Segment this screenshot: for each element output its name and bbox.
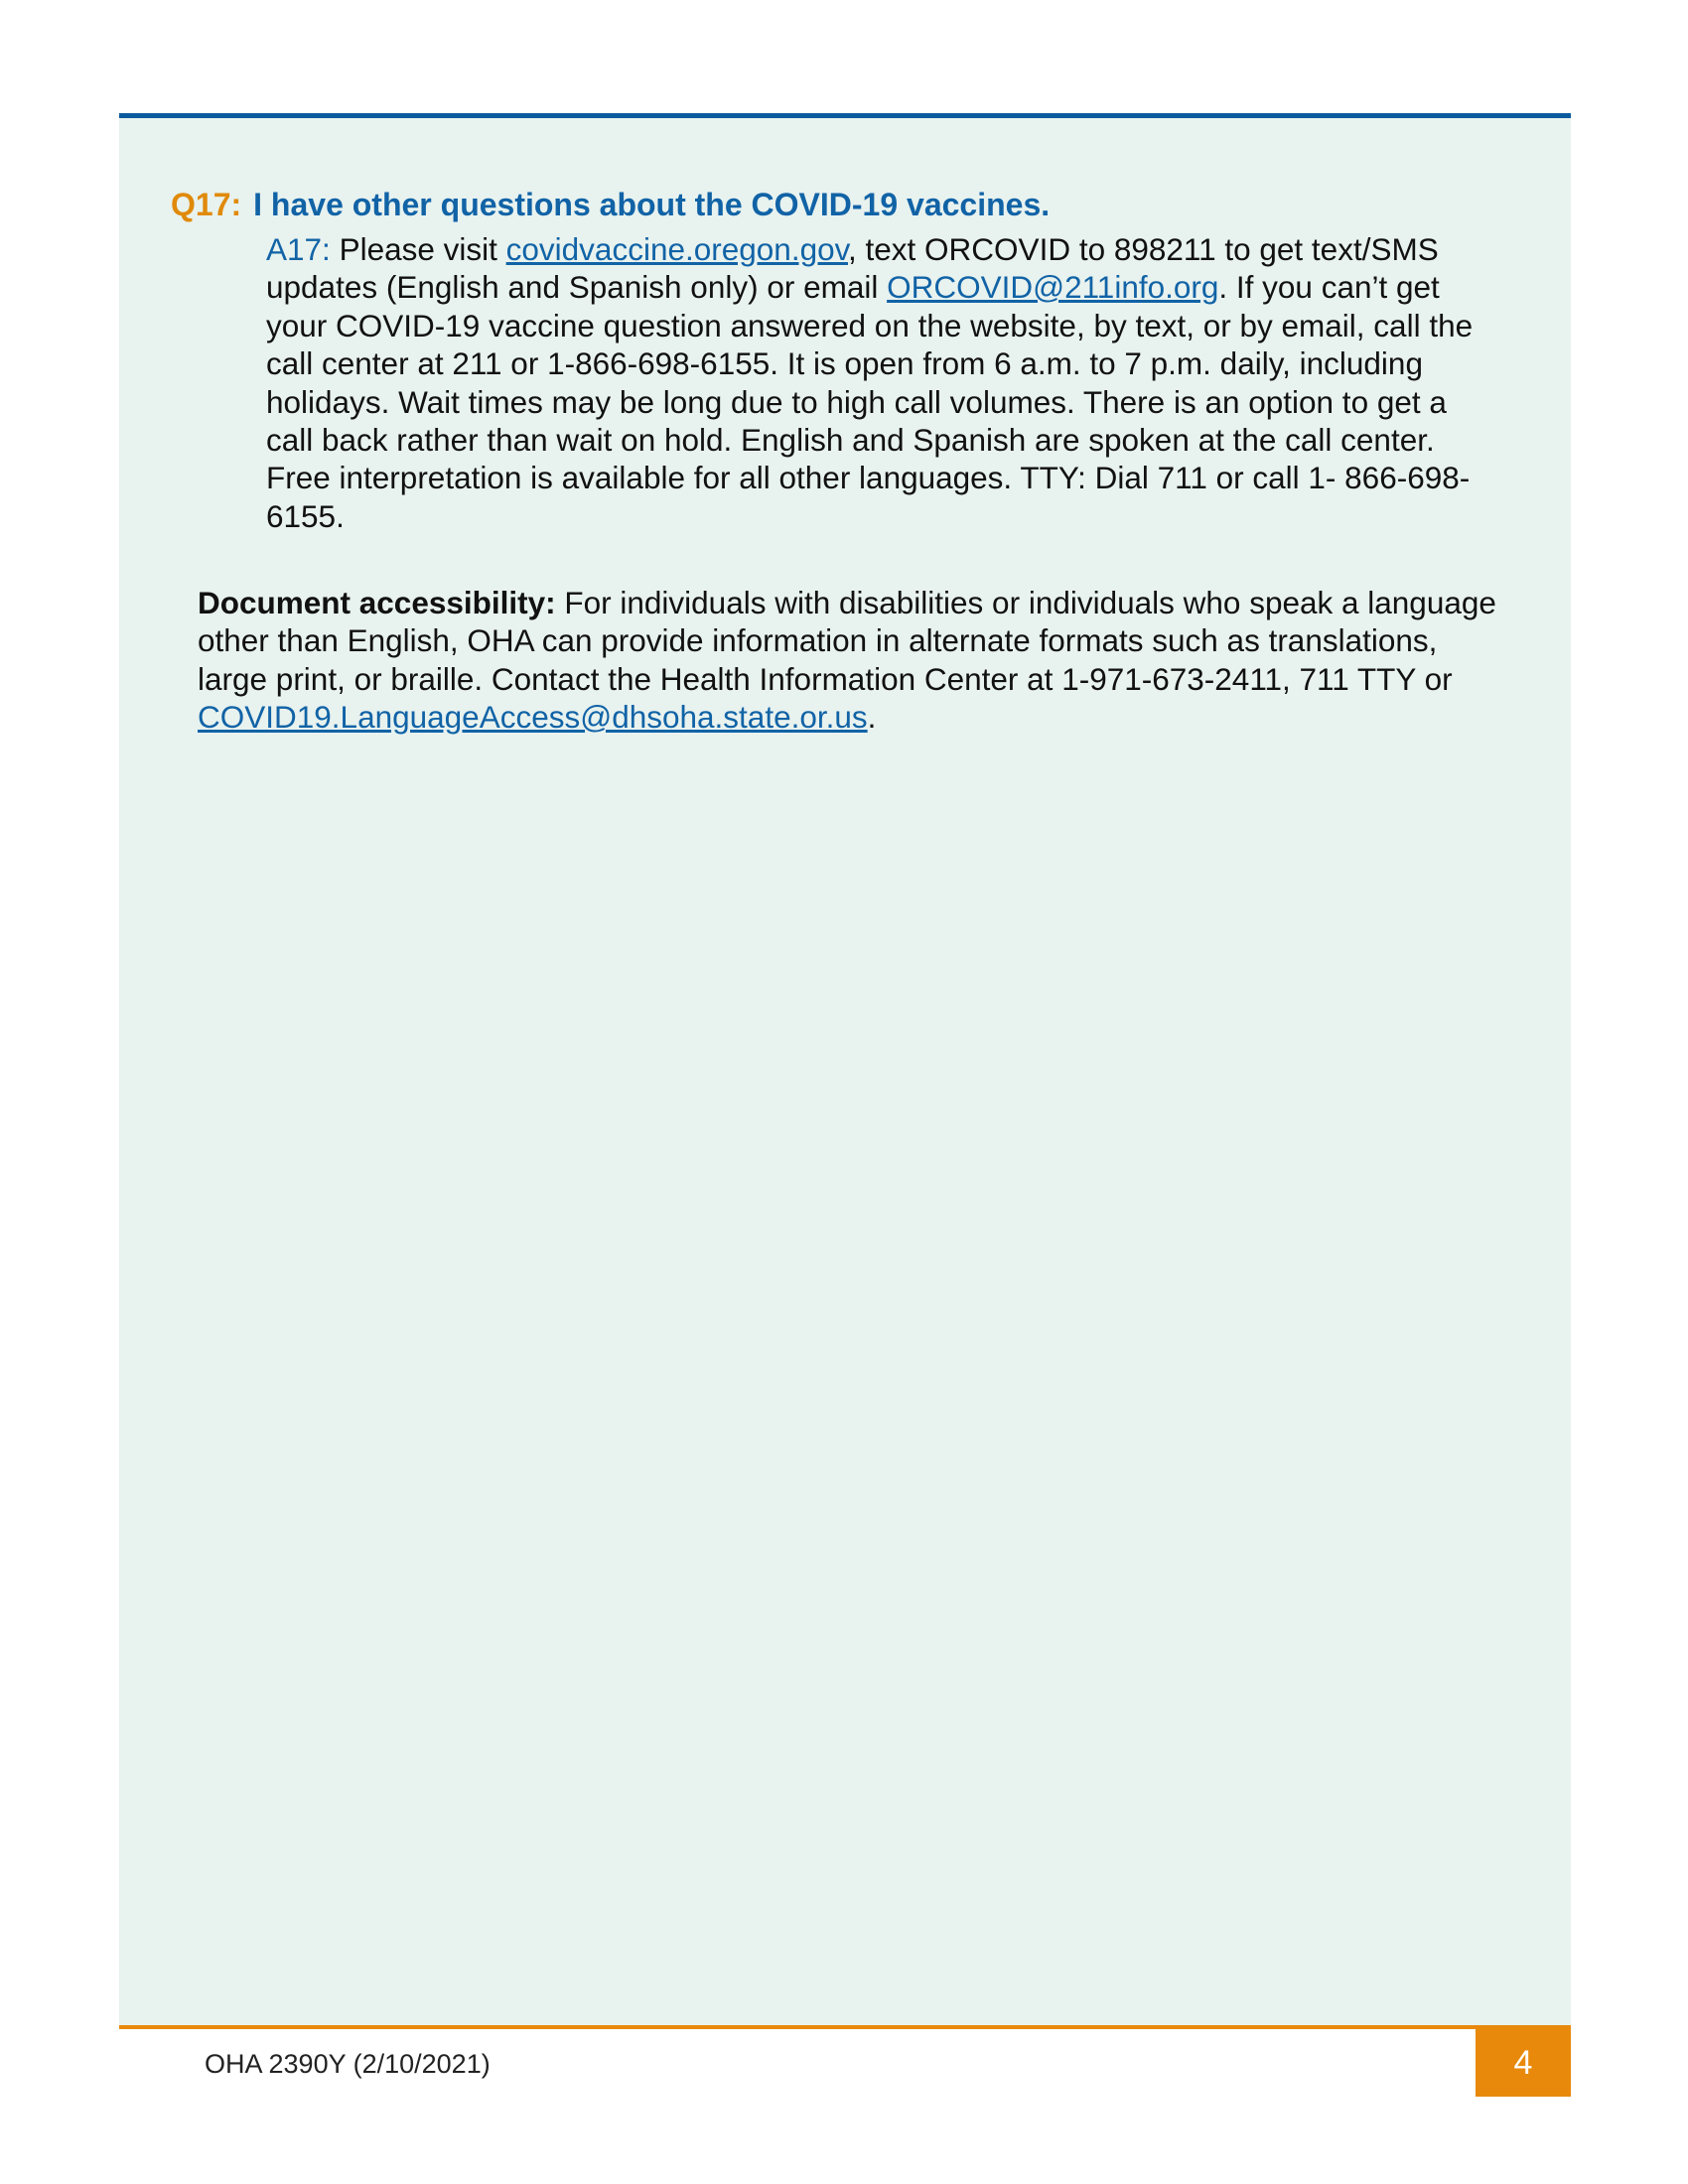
answer-middle: , text ORCOVID to 898211 to get text/SMS updates (English and Spanish only) or email — [266, 231, 1439, 306]
accessibility-end: . — [867, 699, 877, 736]
answer-paragraph — [266, 230, 1487, 535]
website-link[interactable]: covidvaccine.oregon.gov — [505, 231, 849, 267]
faq-item-q17 — [171, 185, 1491, 535]
accessibility-label: Document accessibility: — [198, 585, 556, 620]
question-label: Q17: — [171, 187, 242, 222]
answer-rest: . If you can’t get your COVID-19 vaccine question answered on the website, by text, or by email, call the call center at 211 or 1-866-698-6155. It is open from 6 a.m. to 7 p.m. daily, including holidays. Wait times may be long due to high call volumes. There is an option to get a call back rather than wait on hold. English and Spanish are spoken at the call center. Free interpretation is available for all other languages. TTY: Dial 711 or call 1- 866-698-6155. — [266, 269, 1474, 534]
answer-intro: Please visit — [330, 231, 506, 267]
header-rule — [119, 113, 1571, 118]
page-number: 4 — [1476, 2029, 1571, 2097]
language-access-email-link[interactable]: COVID19.LanguageAccess@dhsoha.state.or.us — [198, 699, 868, 736]
form-identifier: OHA 2390Y (2/10/2021) — [205, 2049, 491, 2079]
question-text: I have other questions about the COVID-19 vaccines. — [253, 187, 1051, 222]
accessibility-text: For individuals with disabilities or individuals who speak a language other than English, OHA can provide information in alternate formats such as translations, large print, or braille. Contact the Health Information Center at 1-971-673-2411, 711 TTY or — [198, 585, 1496, 697]
accessibility-notice — [198, 584, 1498, 737]
question-heading — [171, 185, 1491, 224]
answer-label: A17: — [266, 231, 331, 267]
email-link[interactable]: ORCOVID@211info.org — [887, 269, 1219, 306]
footer-rule — [119, 2025, 1571, 2029]
